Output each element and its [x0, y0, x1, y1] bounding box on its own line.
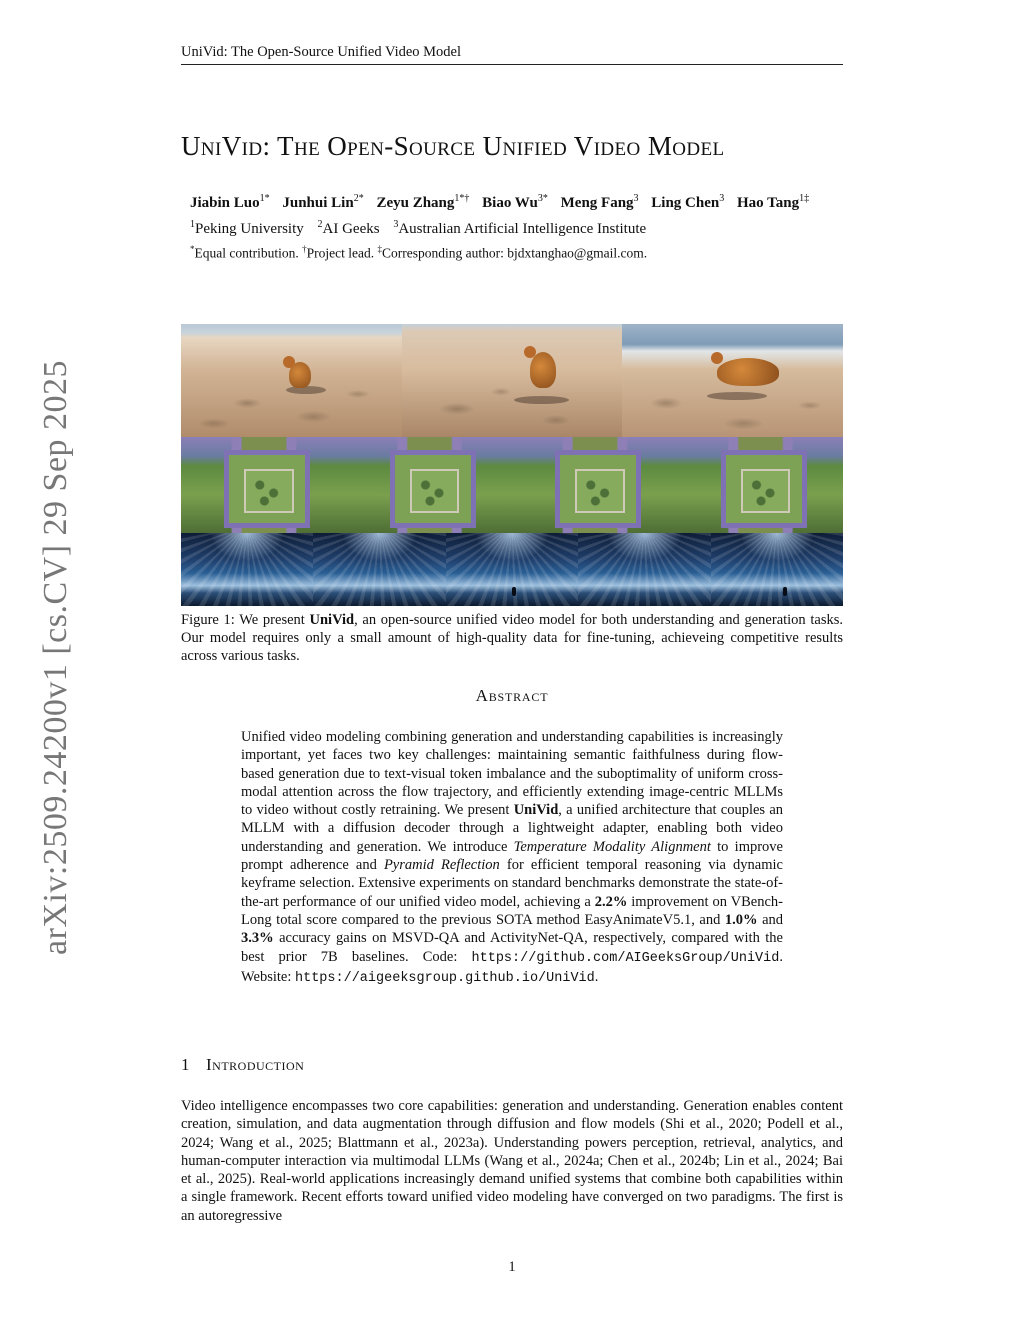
figure-caption: Figure 1: We present UniVid, an open-source unified video model for both understanding and generation tasks. Our model requires only a small amount of high-quality data for fine-tuning, achieveing competitive results across various tasks.: [181, 612, 844, 664]
underwater-frames: [181, 533, 843, 606]
introduction-text: Video intelligence encompasses two core capabilities: generation and understanding. Generation enables content creation, simulation, and data augmentation through diffusion and flow models (Shi et al., 2020; Podell et al., 2024; Wang et al., 2025; Blattmann et al., 2023a). Understanding powers perception, retrieval, analytics, and human-computer interaction via multimodal LLMs (Wang et al., 2024a; Chen et al., 2024b; Lin et al., 2024; Bai et al., 2025). Real-world applications increasingly demand unified systems that combine both capabilities within a single framework. Recent efforts toward unified video modeling have converged on two paradigms. The first is an autoregressive: [181, 1098, 843, 1224]
paper-title: UniVid: The Open-Source Unified Video Model: [181, 131, 725, 161]
affiliation: $^2$AI Geeks: [317, 219, 380, 237]
affiliations: [190, 219, 656, 238]
video-frame: [711, 533, 843, 606]
abstract-heading: Abstract: [475, 686, 549, 705]
author: Jiabin Luo$^{1*}$: [190, 193, 270, 211]
section-heading: 1 Introduction: [181, 1055, 305, 1074]
video-frame: [402, 324, 623, 437]
video-frame: [446, 533, 578, 606]
video-frame: [181, 533, 313, 606]
author: Meng Fang$^3$: [560, 193, 639, 211]
website-link[interactable]: https://aigeeksgroup.github.io/UniVid: [295, 970, 595, 986]
video-frame: [678, 437, 844, 533]
video-frame: [347, 437, 513, 533]
teaser-figure: [181, 324, 843, 606]
garden-aerial-frames: [181, 437, 843, 533]
video-frame: [578, 533, 710, 606]
page-number: 1: [508, 1259, 516, 1275]
running-header: UniVid: The Open-Source Unified Video Model: [181, 44, 843, 65]
video-frame: [313, 533, 445, 606]
video-frame: [181, 324, 402, 437]
video-frame: [181, 437, 347, 533]
author: Zeyu Zhang$^{1*\dagger}$: [376, 193, 470, 211]
beach-dog-frames: [181, 324, 843, 437]
author: Biao $Wu^{3*}$: [482, 193, 548, 211]
video-frame: [622, 324, 843, 437]
arxiv-stamp: arXiv:2509.24200v1 [cs.CV] 29 Sep 2025: [37, 359, 74, 955]
author: Ling Chen$^3$: [651, 193, 725, 211]
affiliation: $^1$Peking University: [190, 219, 304, 237]
abstract-body: Unified video modeling combining generation and understanding capabilities is increasingly important, yet faces two key challenges: maintaining semantic faithfulness during flow-based generation due to text-visual token imbalance and the suboptimality of uniform cross-modal attention across the flow trajectory, and efficiently extending image-centric MLLMs to video without costly retraining. We present UniVid, a unified architecture that couples an MLLM with a diffusion decoder through a lightweight adapter, enabling both video understanding and generation. We introduce Temperature Modality Alignment to improve prompt adherence and Pyramid Reflection for efficient temporal reasoning via dynamic keyframe selection. Extensive experiments on standard benchmarks demonstrate the state-of-the-art performance of our unified video model, achieving a 2.2% improvement on VBench-Long total score compared to the previous SOTA method EasyAnimateV5.1, and 1.0% and 3.3% accuracy gains on MSVD-QA and ActivityNet-QA, respectively, compared with the best prior 7B baselines. Code: https://github.com/AIGeeksGroup/UniVid. Website: https://aigeeksgroup.github.io/UniVid.: [241, 729, 784, 986]
contribution-note: *Equal contribution. †Project lead. ‡Corresponding author: bjdxtanghao@gmail.com.: [190, 244, 648, 261]
author-list: [190, 193, 870, 212]
affiliation: $^3$Australian Artificial Intelligence Institute: [393, 219, 647, 237]
author: Hao Tang$^{1\ddagger}$: [737, 193, 810, 211]
code-link[interactable]: https://github.com/AIGeeksGroup/UniVid: [471, 950, 780, 966]
author: Junhui Lin$^{2*}$: [282, 193, 364, 211]
video-frame: [512, 437, 678, 533]
